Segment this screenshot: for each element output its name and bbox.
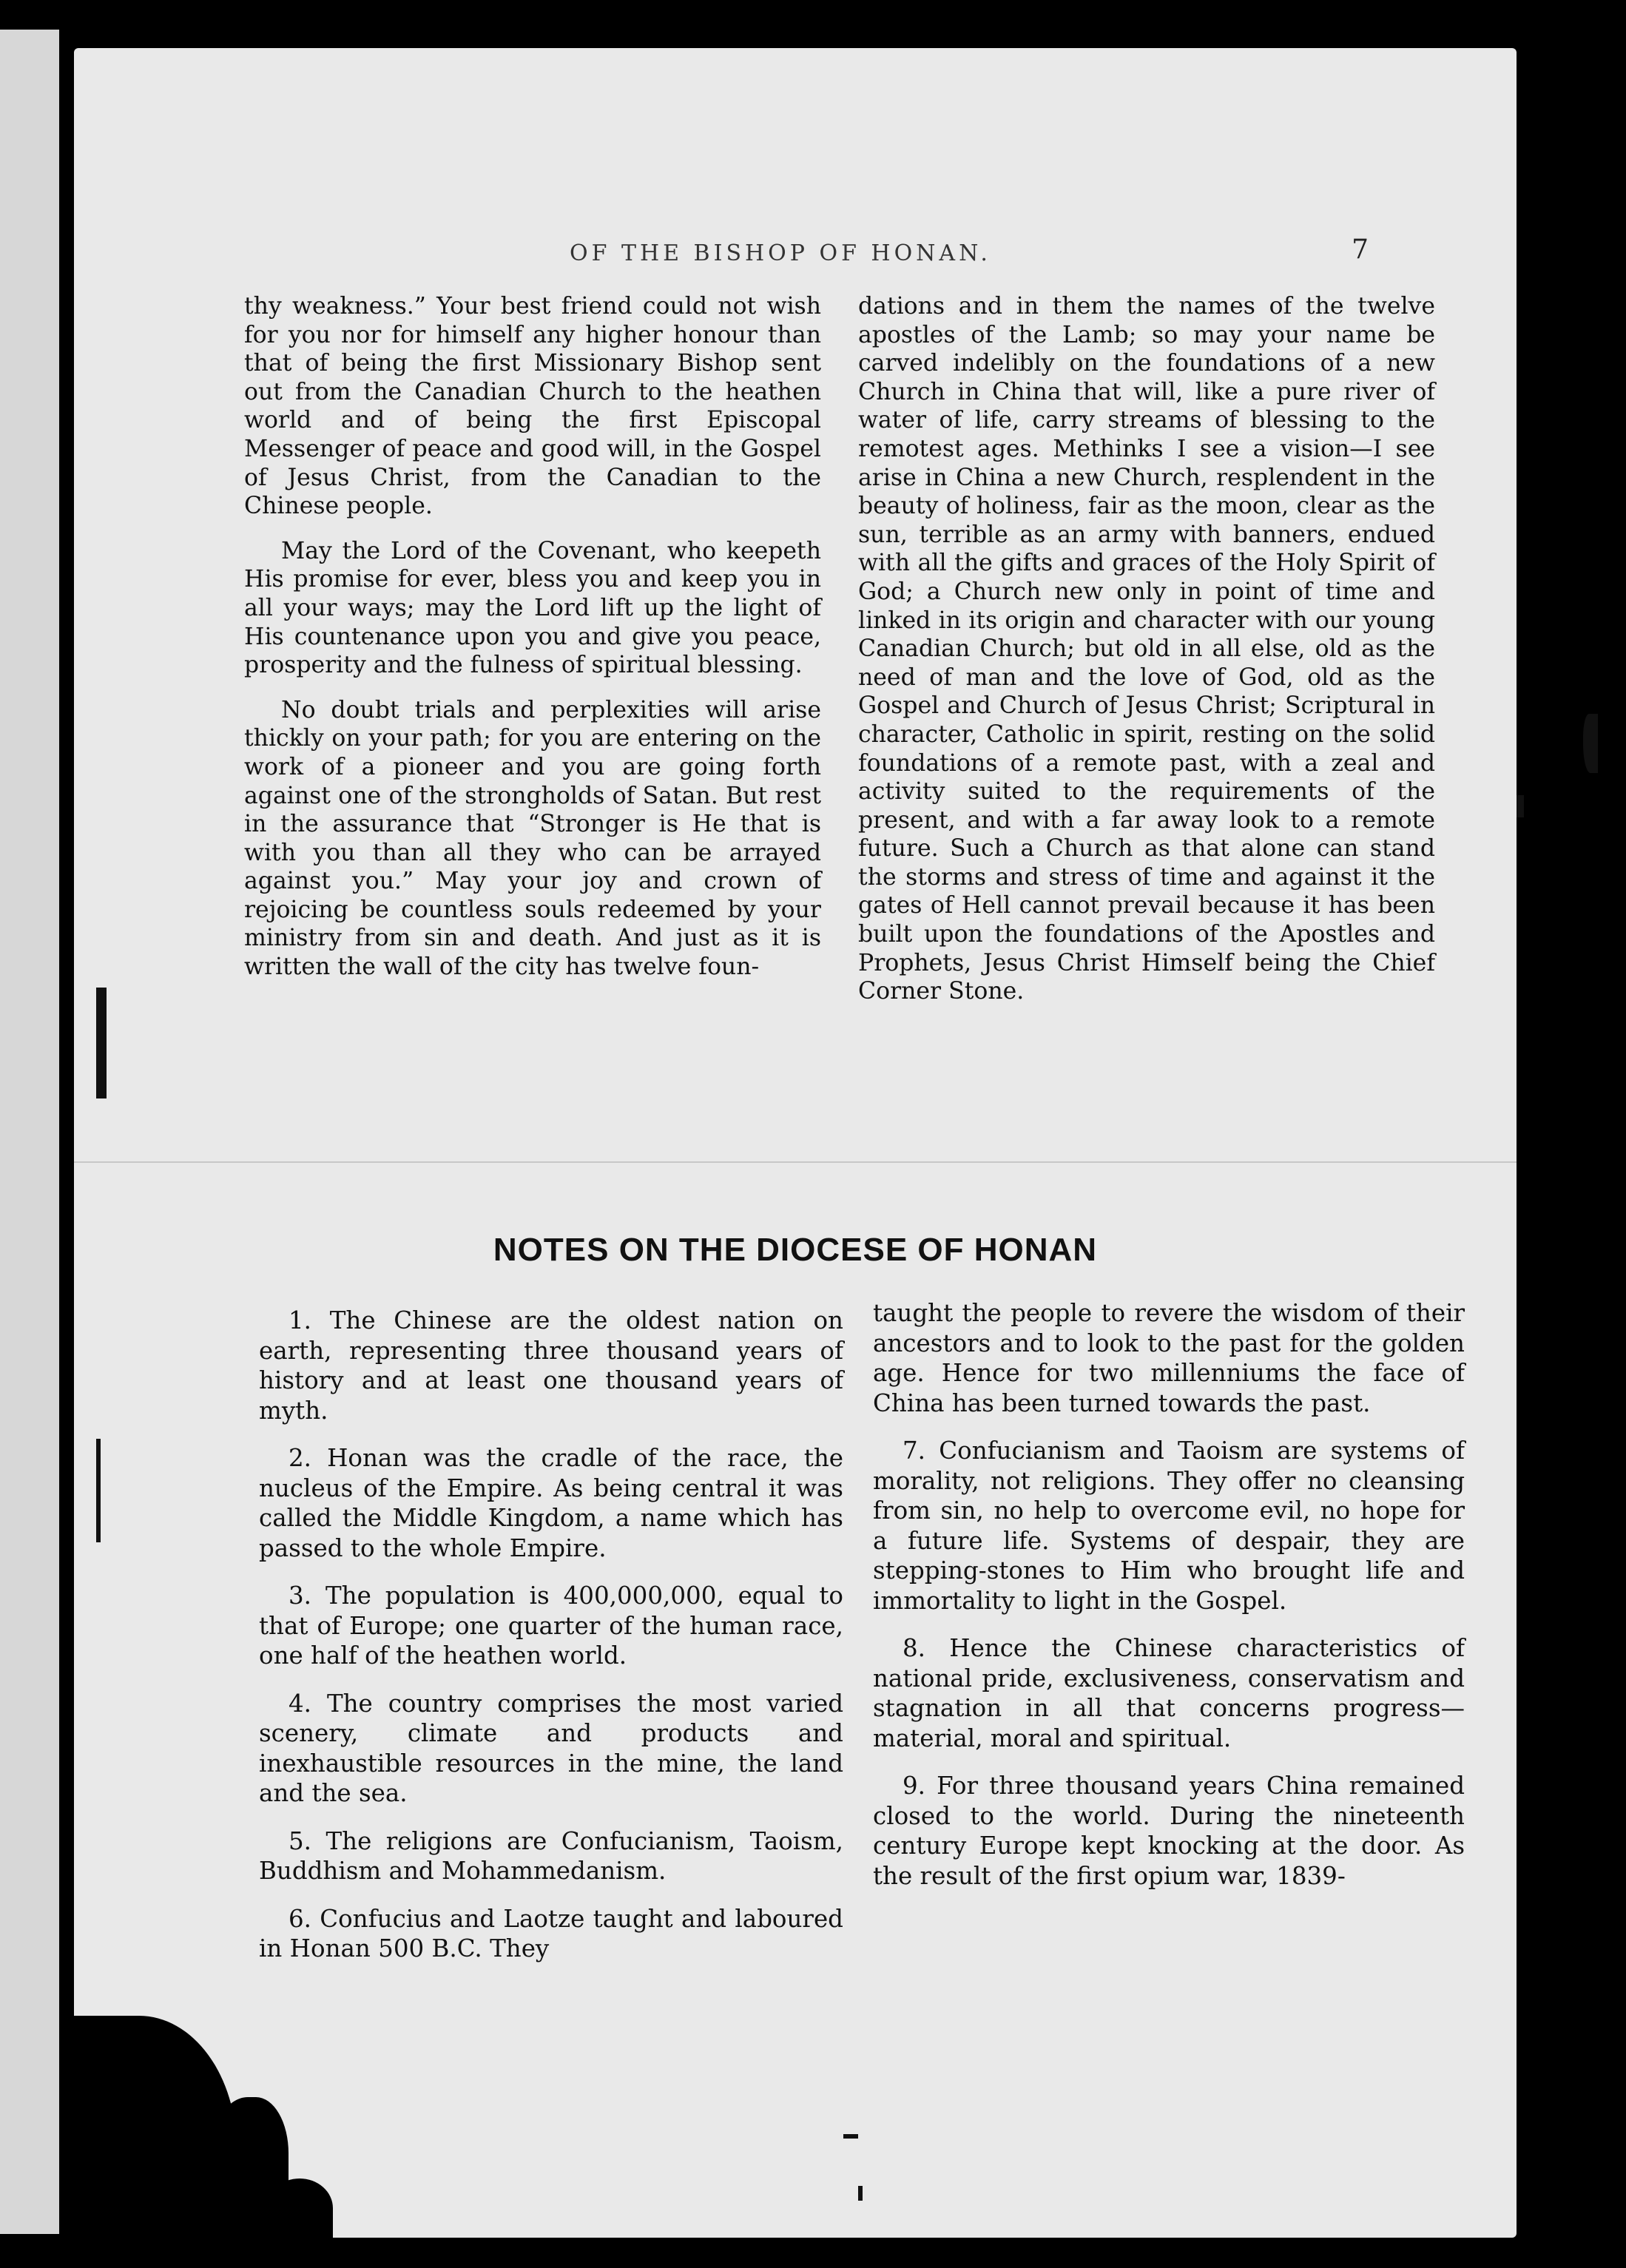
notes-left-column bbox=[259, 1306, 843, 1982]
note-item: 8. Hence the Chinese characteristics of national pride, exclusiveness, conservatism and stagnation in all that concerns progress—material, moral and spiritual. bbox=[873, 1634, 1465, 1752]
running-head bbox=[74, 234, 1517, 277]
note-item: taught the people to revere the wisdom of their ancestors and to look to the past for the golden age. Hence for two millenniums the face of China has been turned towards the past. bbox=[873, 1299, 1465, 1417]
address-right-column bbox=[858, 292, 1435, 1022]
margin-mark bbox=[96, 1439, 101, 1542]
page-number: 7 bbox=[1352, 234, 1369, 265]
damage-blot bbox=[266, 2178, 333, 2238]
margin-mark bbox=[1583, 714, 1598, 773]
running-title: OF THE BISHOP OF HONAN. bbox=[570, 240, 991, 266]
page-fold-line bbox=[74, 1161, 1517, 1163]
address-left-column bbox=[244, 292, 821, 998]
note-item: 5. The religions are Confucianism, Taoism, Buddhism and Mohammedanism. bbox=[259, 1826, 843, 1885]
margin-mark bbox=[1517, 795, 1524, 817]
note-item: 2. Honan was the cradle of the race, the nucleus of the Empire. As being central it was called the Middle Kingdom, a name which has passed to the whole Empire. bbox=[259, 1444, 843, 1562]
margin-mark bbox=[843, 2134, 858, 2139]
note-item: 1. The Chinese are the oldest nation on earth, representing three thousand years of history and at least one thousand years of myth. bbox=[259, 1306, 843, 1425]
document-page bbox=[74, 48, 1517, 2238]
note-item: 6. Confucius and Laotze taught and laboured in Honan 500 B.C. They bbox=[259, 1904, 843, 1962]
note-item: 7. Confucianism and Taoism are systems of morality, not religions. They offer no cleansing from sin, no help to overcome evil, no hope for a future life. Systems of despair, they are stepping-stones to Him who brought life and immortality to light in the Gospel. bbox=[873, 1437, 1465, 1615]
note-item: 3. The population is 400,000,000, equal to that of Europe; one quarter of the human race, one half of the heathen world. bbox=[259, 1582, 843, 1670]
note-item: 9. For three thousand years China remained closed to the world. During the nineteenth century Europe kept knocking at the door. As the result of the first opium war, 1839- bbox=[873, 1772, 1465, 1890]
note-item: 4. The country comprises the most varied scenery, climate and products and inexhaustible resources in the mine, the land and the sea. bbox=[259, 1689, 843, 1807]
section-heading: NOTES ON THE DIOCESE OF HONAN bbox=[493, 1232, 1098, 1268]
address-paragraph: No doubt trials and perplexities will arise thickly on your path; for you are entering on the work of a pioneer and you are going forth against one of the strongholds of Satan. But rest in the assurance that “Stronger is He that is with you than all they who can be arrayed against you.” May your joy and crown of rejoicing be countless souls redeemed by your ministry from sin and death. And just as it is written the wall of the city has twelve foun- bbox=[244, 696, 821, 981]
adjacent-page-edge bbox=[0, 30, 59, 2234]
address-paragraph: May the Lord of the Covenant, who keepeth His promise for ever, bless you and keep you in all your ways; may the Lord lift up the light of His countenance upon you and give you peace, prosperity and the fulness of spiritual blessing. bbox=[244, 537, 821, 679]
address-paragraph: thy weakness.” Your best friend could not wish for you nor for himself any higher honour than that of being the first Missionary Bishop sent out from the Canadian Church to the heathen world and of being the first Episcopal Messenger of peace and good will, in the Gospel of Jesus Christ, from the Canadian to the Chinese people. bbox=[244, 293, 821, 520]
notes-right-column bbox=[873, 1298, 1465, 1908]
margin-mark bbox=[858, 2186, 863, 2201]
margin-mark bbox=[96, 988, 107, 1098]
address-paragraph: dations and in them the names of the twelve apostles of the Lamb; so may your name be carved indelibly on the foundations of a new Church in China that will, like a pure river of water of life, carry streams of blessing to the remotest ages. Methinks I see a vision—I see arise in China a new Church, resplendent in the beauty of holiness, fair as the moon, clear as the sun, terrible as an army with banners, endued with all the gifts and graces of the Holy Spirit of God; a Church new only in point of time and linked in its origin and character with our young Canadian Church; but old in all else, old as the need of man and the love of God, old as the Gospel and Church of Jesus Christ; Scriptural in character, Catholic in spirit, resting on the solid foundations of a remote past, with a zeal and activity suited to the requirements of the present, and with a far away look to a remote future. Such a Church as that alone can stand the storms and stress of time and against it the gates of Hell cannot prevail because it has been built upon the foundations of the Apostles and Prophets, Jesus Christ Himself being the Chief Corner Stone. bbox=[858, 293, 1435, 1005]
